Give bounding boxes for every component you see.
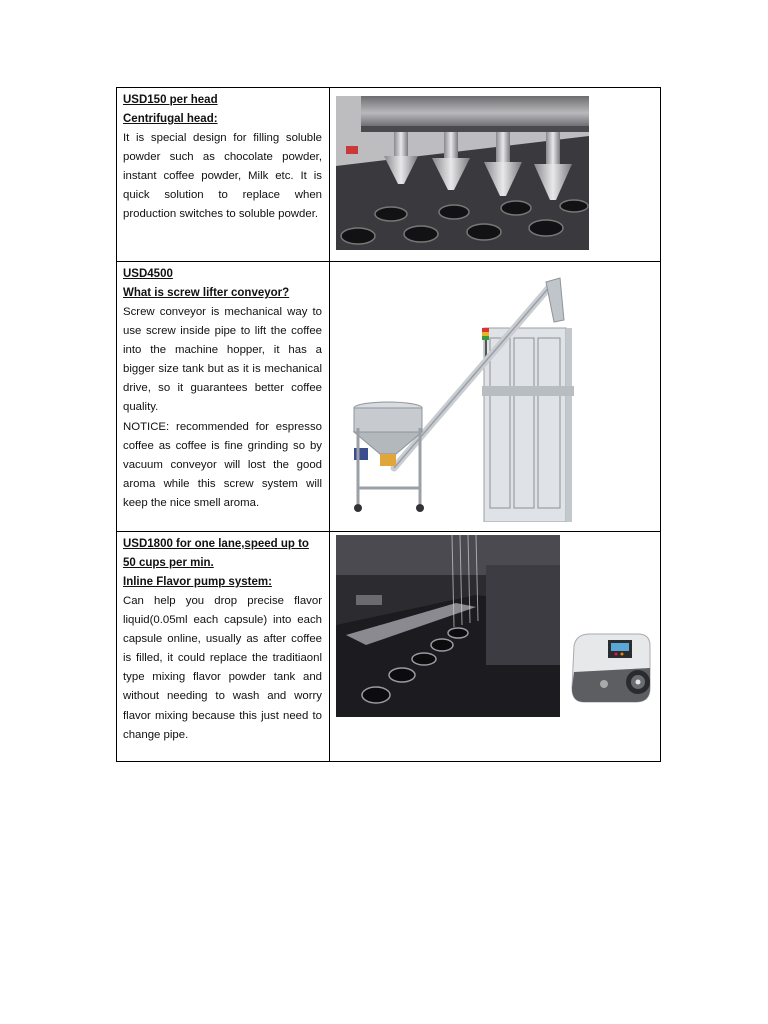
image-cell <box>330 88 661 262</box>
description-cell <box>117 262 330 532</box>
feature-description: Can help you drop precise flavor liquid(0.05ml each capsule) into each capsule online, usually as after coffee is filled, it could replace the traditiaonl type mixing flavor powder tank and without needing to wash and worry flavor mixing because this just need to change pipe. <box>123 595 322 741</box>
image-cell <box>330 532 661 762</box>
feature-heading: Centrifugal head: <box>123 113 218 125</box>
centrifugal-filling-heads-photo <box>336 96 589 250</box>
image-cell <box>330 262 661 532</box>
capsule-filling-line-photo <box>336 535 560 717</box>
screw-lifter-conveyor-photo <box>336 268 656 522</box>
price-label: USD1800 for one lane,speed up to 50 cups per min. <box>123 538 309 569</box>
notice-text: NOTICE: recommended for espresso coffee as coffee is fine grinding so by vacuum conveyor will lost the good aroma while this screw system will keep the nice smell aroma. <box>123 420 322 509</box>
feature-description: It is special design for filling soluble powder such as chocolate powder, instant coffee powder, Milk etc. It is quick solution to replace when production switches to soluble powder. <box>123 132 322 221</box>
feature-heading: Inline Flavor pump system: <box>123 576 272 588</box>
table-row <box>117 88 661 262</box>
table-row <box>117 262 661 532</box>
description-cell <box>117 532 330 762</box>
price-label: USD4500 <box>123 268 173 280</box>
table-row <box>117 532 661 762</box>
description-cell <box>117 88 330 262</box>
feature-heading: What is screw lifter conveyor? <box>123 287 290 299</box>
peristaltic-pump-photo <box>564 626 656 714</box>
product-options-table <box>116 87 661 762</box>
price-label: USD150 per head <box>123 94 218 106</box>
feature-description: Screw conveyor is mechanical way to use screw inside pipe to lift the coffee into the machine hopper, it has a bigger size tank but as it is mechanical drive, so it guarantees better coffee quality. <box>123 306 322 414</box>
